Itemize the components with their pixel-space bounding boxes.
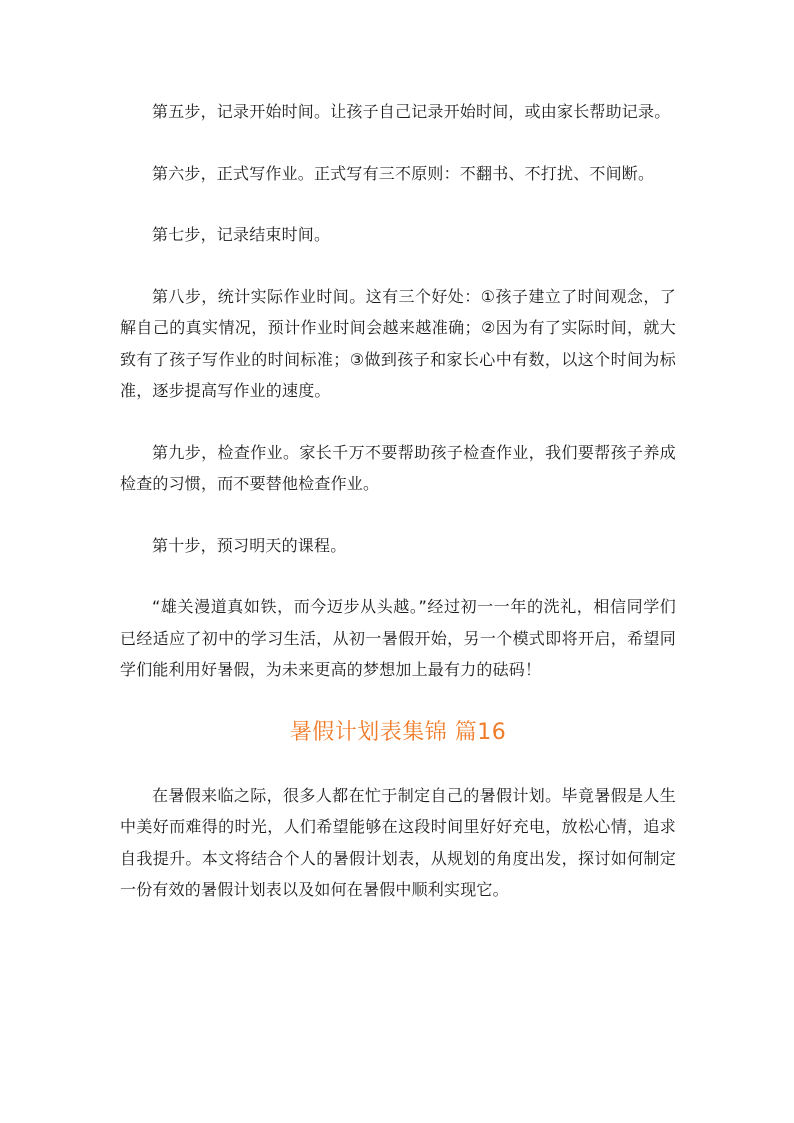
section-heading: 暑假计划表集锦 篇16 xyxy=(289,719,507,745)
paragraph-spacer xyxy=(120,750,676,780)
paragraph-step-6: 第六步，正式写作业。正式写有三不原则：不翻书、不打扰、不间断。 xyxy=(152,163,655,183)
paragraph-spacer xyxy=(120,686,676,716)
paragraph-spacer xyxy=(120,251,676,281)
paragraph-step-7: 第七步，记录结束时间。 xyxy=(152,225,331,244)
paragraph-spacer xyxy=(120,128,676,158)
document-content xyxy=(120,96,676,906)
paragraph-step-5: 第五步，记录开始时间。让孩子自己记录开始时间，或由家长帮助记录。 xyxy=(152,102,671,121)
paragraph-step-10: 第十步，预习明天的课程。 xyxy=(152,535,347,555)
paragraph-spacer xyxy=(120,561,676,591)
paragraph-spacer xyxy=(120,189,676,219)
paragraph-closing-quote: “雄关漫道真如铁，而今迈步从头越。”经过初一一年的洗礼，相信同学们已经适应了初中的学习生活，从初一暑假开始，另一个模式即将开启，希望同学们能利用好暑假，为未来更高的梦想加上最有力的砝码！ xyxy=(120,597,676,679)
paragraph-spacer xyxy=(120,407,676,437)
paragraph-spacer xyxy=(120,500,676,530)
paragraph-intro: 在暑假来临之际，很多人都在忙于制定自己的暑假计划。毕竟暑假是人生中美好而难得的时光，人们希望能够在这段时间里好好充电，放松心情，追求自我提升。本文将结合个人的暑假计划表，从规划的角度出发，探讨如何制定一份有效的暑假计划表以及如何在暑假中顺利实现它。 xyxy=(120,785,676,899)
paragraph-step-9: 第九步，检查作业。家长千万不要帮助孩子检查作业，我们要帮孩子养成检查的习惯，而不要替他检查作业。 xyxy=(120,442,676,493)
paragraph-step-8: 第八步，统计实际作业时间。这有三个好处：①孩子建立了时间观念，了解自己的真实情况，预计作业时间会越来越准确；②因为有了实际时间，就大致有了孩子写作业的时间标准；③做到孩子和家长心中有数，以这个时间为标准，逐步提高写作业的速度。 xyxy=(120,286,676,400)
